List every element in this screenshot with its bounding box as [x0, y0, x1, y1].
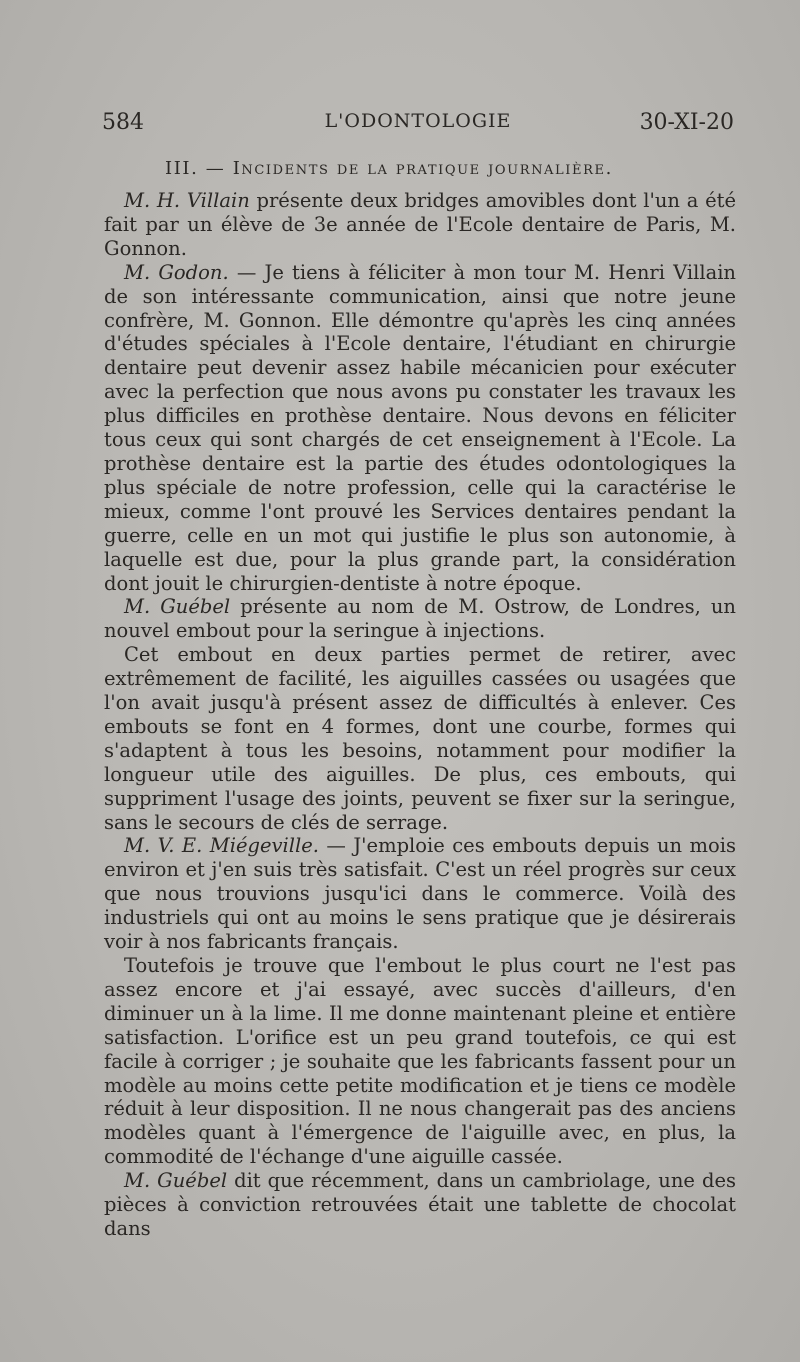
speaker-name: M. V. E. Miégeville. — [124, 834, 319, 858]
paragraph — [104, 954, 736, 1169]
paragraph-text: Toutefois je trouve que l'embout le plus court ne l'est pas assez encore et j'ai essayé, avec succès d'ailleurs, d'en diminuer un à la lime. Il me donne maintenant pleine et entière satisfaction. L'orifice est un peu grand toutefois, ce qui est facile à corriger ; je souhaite que les fabricants fassent pour un modèle au moins cette petite modification et je tiens ce modèle réduit à leur disposition. Il ne nous changerait pas des anciens modèles quant à l'émergence de l'aiguille avec, en plus, la commodité de l'échange d'une aiguille cassée. — [104, 954, 736, 1169]
journal-title: L'ODONTOLOGIE — [324, 110, 512, 132]
paragraph-text: Cet embout en deux parties permet de retirer, avec extrêmement de facilité, les aiguilles cassées ou usagées que l'on avait jusqu'à présent assez de difficultés à enlever. Ces embouts se font en 4 formes, dont une courbe, formes qui s'adaptent à tous les besoins, notamment pour modifier la longueur utile des aiguilles. De plus, ces embouts, qui suppriment l'usage des joints, peuvent se fixer sur la seringue, sans le secours de clés de serrage. — [104, 643, 736, 834]
paragraph — [104, 1169, 736, 1241]
page-number: 584 — [102, 110, 144, 135]
speaker-name: M. H. Villain — [124, 189, 250, 212]
body-text — [104, 189, 736, 1241]
paragraph-text: — J'emploie ces embouts depuis un mois environ et j'en suis très satisfait. C'est un réel progrès sur ceux que nous trouvions jusqu'ici dans le commerce. Voilà des industriels qui ont au moins le sens pratique que je désirerais voir à nos fabricants français. — [104, 834, 736, 954]
paragraph — [104, 189, 736, 261]
paragraph-text: présente au nom de M. Ostrow, de Londres, un nouvel embout pour la seringue à injections. — [104, 595, 736, 643]
speaker-name: M. Godon. — [124, 260, 229, 284]
paragraph-text: présente deux bridges amovibles dont l'un a été fait par un élève de 3e année de l'Ecole dentaire de Paris, M. Gonnon. — [104, 189, 736, 260]
section-title: III. — Incidents de la pratique journalière. — [165, 158, 613, 179]
paragraph — [104, 834, 736, 954]
speaker-name: M. Guébel — [124, 595, 231, 619]
paragraph — [104, 643, 736, 834]
running-header — [102, 110, 734, 140]
paragraph — [104, 595, 736, 643]
speaker-name: M. Guébel — [124, 1169, 228, 1193]
issue-date: 30-XI-20 — [639, 110, 734, 135]
paragraph-text: dit que récemment, dans un cambriolage, une des pièces à conviction retrouvées était une tablette de chocolat dans — [104, 1169, 736, 1240]
paragraph-text: — Je tiens à féliciter à mon tour M. Henri Villain de son intéressante communication, ainsi que notre jeune confrère, M. Gonnon. Elle démontre qu'après les cinq années d'études spéciales à l'Ecole dentaire, l'étudiant en chirurgie dentaire peut devenir assez habile mécanicien pour exécuter avec la perfection que nous avons pu constater les travaux les plus difficiles en prothèse dentaire. Nous devons en féliciter tous ceux qui sont chargés de cet enseignement à l'Ecole. La prothèse dentaire est la partie des études odontologiques la plus spéciale de notre profession, celle qui la caractérise le mieux, comme l'ont prouvé les Services dentaires pendant la guerre, celle en un mot qui justifie le plus son autonomie, à laquelle est due, pour la plus grande part, la considération dont jouit le chirurgien-dentiste à notre époque. — [104, 260, 736, 595]
paragraph — [104, 261, 736, 596]
